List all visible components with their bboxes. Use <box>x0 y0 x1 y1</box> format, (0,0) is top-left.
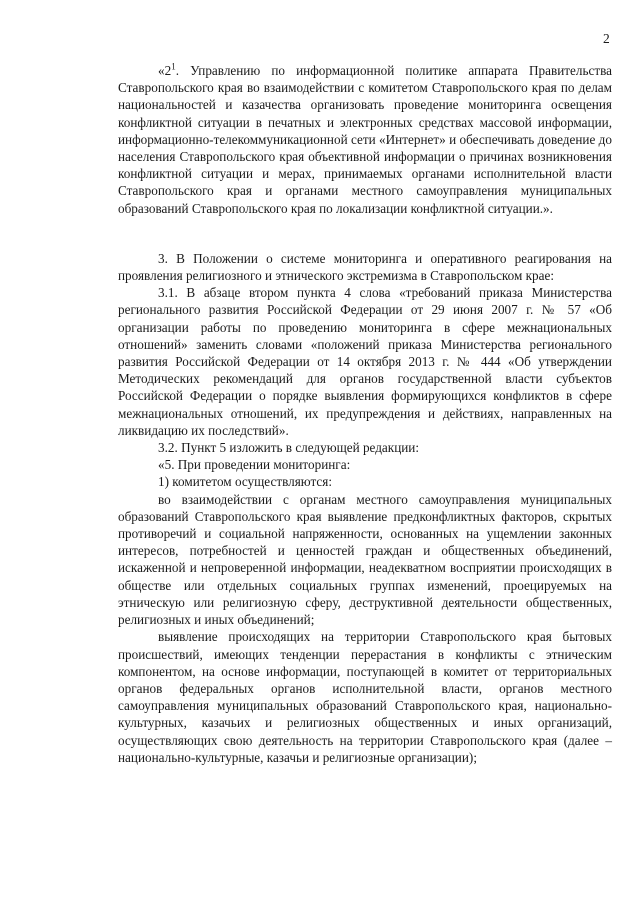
paragraph-3-2: 3.2. Пункт 5 изложить в следующей редакции: <box>158 440 420 456</box>
paragraph-item-5: «5. При проведении мониторинга: <box>158 457 351 473</box>
paragraph-interaction: во взаимодействии с органам местного самоуправления муниципальных образований Ставропольского края выявление предконфликтных факторов, скрытых противоречий и социальной напряженности, основанных на ущемлении законных интересов, потребностей и ценностей граждан и общественных объединений, искаженной и непроверенной информации, неадекватном восприятии происходящих в обществе или отдельных социальных группах изменений, проецируемых на этническую или религиозную сферу, деструктивной деятельности общественных, религиозных и иных объединений; <box>118 491 612 628</box>
paragraph-text: . Управлению по информационной политике аппарата Правительства Ставропольского края во взаимодействии с комитетом Ставропольского края по делам национальностей и казачества организовать проведение мониторинга освещения конфликтной ситуации в печатных и электронных средствах массовой информации, информационно-телекоммуникационной сети «Интернет» и обеспечивать доведение до населения Ставропольского края объективной информации о причинах возникновения конфликтной ситуации и мерах, принимаемых органами исполнительной власти Ставропольского края и органами местного самоуправления муниципальных образований Ставропольского края по локализации конфликтной ситуации.». <box>118 63 612 216</box>
paragraph-item-5-1: 1) комитетом осуществляются: <box>158 474 332 490</box>
paragraph-incidents: выявление происходящих на территории Ставропольского края бытовых происшествий, имеющих тенденции перерастания в конфликты с этническим компонентом, на основе информации, поступающей в комитет от территориальных органов федеральных органов исполнительной власти, органов местного самоуправления муниципальных образований Ставропольского края, национально-культурных, казачьих и религиозных общественных и иных организаций, осуществляющих свою деятельность на территории Ставропольского края (далее – национально-культурные, казачьи и религиозные организации); <box>118 629 612 765</box>
paragraph-3: 3. В Положении о системе мониторинга и оперативного реагирования на проявления религиозного и этнического экстремизма в Ставропольском крае: <box>118 250 612 284</box>
document-body <box>118 62 612 766</box>
paragraph-2-1 <box>118 62 612 217</box>
page-number: 2 <box>603 31 610 46</box>
paragraph-3-1: 3.1. В абзаце втором пункта 4 слова «требований приказа Министерства регионального развития Российской Федерации от 29 июня 2007 г. № 57 «Об организации работы по проведению мониторинга в сфере межнациональных отношений» заменить словами «положений приказа Министерства регионального развития Российской Федерации от 14 октября 2013 г. № 444 «Об утверждении Методических рекомендаций для органов государственной власти субъектов Российской Федерации о порядке выявления формирующихся конфликтов в сфере межнациональных отношений, их предупреждения и действиях, направленных на ликвидацию их последствий». <box>118 285 612 438</box>
paragraph-prefix: «2 <box>158 63 172 78</box>
superscript-index: 1 <box>171 61 176 72</box>
